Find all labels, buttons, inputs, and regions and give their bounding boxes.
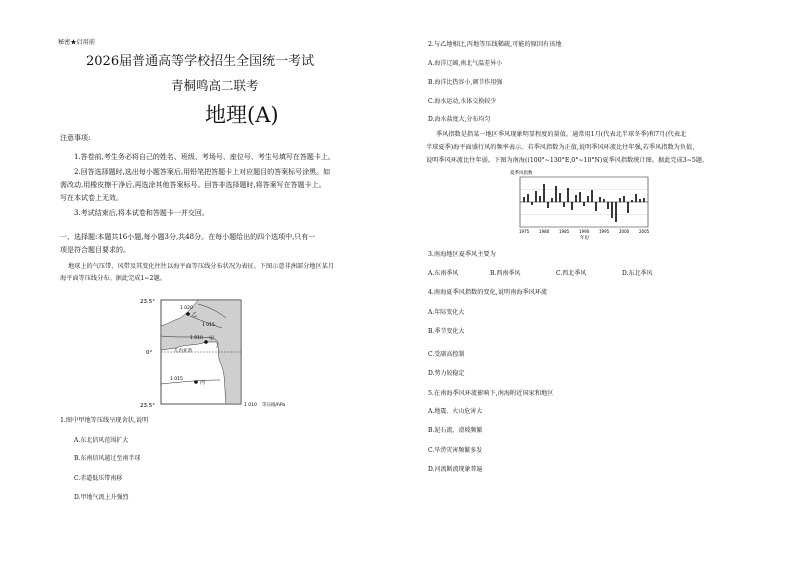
notice-heading: 注意事项: xyxy=(60,134,91,142)
point-yi xyxy=(186,312,190,316)
notice-item-2: 2.回答选择题时,选出每小题答案后,用铅笔把答题卡上对应题目的答案标号涂黑。如 xyxy=(74,168,331,176)
lat-bottom-label: 23.5° xyxy=(140,403,155,409)
legend-text: 等压线/hPa xyxy=(262,403,286,408)
iso-label-mid: 1 015 xyxy=(202,323,215,328)
q4-option-d[interactable]: D.势力较稳定 xyxy=(428,370,465,377)
point-jia xyxy=(204,340,208,344)
chart-bar xyxy=(567,188,569,202)
monsoon-index-chart xyxy=(510,168,656,240)
q3-option-c[interactable]: C.西北季风 xyxy=(556,270,587,277)
chart-bar xyxy=(619,198,621,202)
passage-intro: 地球上的气压带、风带及其变化往往以海平面等压线分布状况为表征。下图示意非洲部分地区某月 xyxy=(68,263,335,270)
chart-bar xyxy=(611,202,613,218)
notice-item-2-cont2: 写在本试卷上无效。 xyxy=(60,194,123,202)
chart-x-tick-label: 1995 xyxy=(599,229,610,234)
chart-bar xyxy=(527,194,529,202)
chart-bar xyxy=(627,202,629,213)
chart-bar xyxy=(551,198,553,202)
chart-bar xyxy=(599,197,601,202)
q5-option-a[interactable]: A.地震、火山危害大 xyxy=(428,408,483,415)
chart-x-tick-label: 1985 xyxy=(559,229,570,234)
isobar-map xyxy=(140,296,300,414)
chart-bar xyxy=(603,199,605,202)
q5-option-b[interactable]: B.泥石流、滑坡频繁 xyxy=(428,427,483,434)
q1-stem: 1.图中甲地等压线呈现舍状,说明 xyxy=(60,417,149,424)
chart-bar xyxy=(583,202,585,206)
chart-bar xyxy=(543,184,545,202)
chart-bar xyxy=(571,202,573,210)
iso-label-low: 1 015 xyxy=(170,377,183,382)
q2-option-a[interactable]: A.海洋辽阔,南北气温差异小 xyxy=(428,60,503,67)
chart-bars xyxy=(523,184,645,222)
chart-ylabel: 夏季风指数 xyxy=(510,171,533,176)
notice-item-1: 1.答卷前,考生务必将自己的姓名、班级、考场号、座位号、考生号填写在答题卡上。 xyxy=(74,153,335,161)
passage2-l3: 说明季风环流比往年弱。下图为南海((100°~130°E,0°~10°N)夏季风指数统计图。据此完成3~5题。 xyxy=(426,157,709,164)
chart-bar xyxy=(523,197,525,202)
chart-x-ticks xyxy=(519,229,650,234)
chart-xlabel: 年份 xyxy=(580,236,589,240)
chart-bar xyxy=(643,198,645,202)
q4-option-b[interactable]: B.季节变化大 xyxy=(428,328,465,335)
chart-bar xyxy=(535,191,537,202)
chart-bar xyxy=(547,202,549,208)
chart-bar xyxy=(607,202,609,209)
q1-option-b[interactable]: B.东南信风越过至南半球 xyxy=(74,455,141,462)
notice-item-2-cont: 需改动,用橡皮擦干净后,再选涂其他答案标号。回答非选择题时,将答案写在答题卡上。 xyxy=(60,181,326,189)
chart-bar xyxy=(539,196,541,202)
chart-bar xyxy=(623,196,625,202)
chart-x-tick-label: 1990 xyxy=(579,229,590,234)
label-yi: 乙 xyxy=(192,312,198,318)
chart-bar xyxy=(595,202,597,211)
secret-label: 秘密★启用前 xyxy=(58,39,96,46)
chart-bar xyxy=(559,193,561,202)
chart-bar xyxy=(531,202,533,205)
subject-title: 地理(A) xyxy=(205,103,279,127)
exam-subtitle: 青桐鸣高二联考 xyxy=(171,78,259,93)
q5-stem: 5.在南海季风环流影响下,南海附近国家和地区 xyxy=(428,390,554,397)
chart-x-tick-label: 1980 xyxy=(539,229,550,234)
q2-option-d[interactable]: D.海水盐度大,分布均匀 xyxy=(428,116,491,123)
q3-option-b[interactable]: B.西南季风 xyxy=(490,270,521,277)
legend-value: 1 010 xyxy=(244,403,257,408)
q5-option-d[interactable]: D.河流断流现象普遍 xyxy=(428,466,483,473)
label-gulf-guinea: 几内亚湾 xyxy=(174,349,192,354)
chart-bar xyxy=(587,196,589,202)
q2-option-b[interactable]: B.海洋比热容小,调节作用强 xyxy=(428,79,503,86)
label-bing: 丙 xyxy=(200,380,206,386)
passage-intro-cont: 海平面等压线分布。据此完成1~2题。 xyxy=(60,275,166,282)
chart-x-tick-label: 2005 xyxy=(639,229,650,234)
chart-x-tick-label: 2000 xyxy=(619,229,630,234)
chart-bar xyxy=(563,202,565,207)
lat-top-label: 23.5° xyxy=(140,299,155,305)
q5-option-c[interactable]: C.旱涝灾害频繁多发 xyxy=(428,447,483,454)
q1-option-c[interactable]: C.赤道低压带南移 xyxy=(74,475,123,482)
q1-option-d[interactable]: D.甲地气流上升强烈 xyxy=(74,494,129,501)
q4-option-a[interactable]: A.年际变化大 xyxy=(428,309,465,316)
chart-bar xyxy=(555,186,557,202)
passage2-l2: 半球夏季)海平面盛行风的频率表示。若季风指数为正值,说明季风环流比往年强,若季风指数为负值, xyxy=(426,144,695,151)
chart-bar xyxy=(631,200,633,202)
chart-bar xyxy=(639,199,641,202)
q3-option-d[interactable]: D.东北季风 xyxy=(622,270,653,277)
q2-stem: 2.与乙地相比,丙地等压线稀疏,可能的原因有该地 xyxy=(428,41,562,48)
q4-option-c[interactable]: C.受副高控制 xyxy=(428,351,465,358)
label-jia: 甲 xyxy=(209,336,215,342)
q3-stem: 3.南海地区夏季风主要为 xyxy=(428,251,496,258)
notice-item-3: 3.考试结束后,将本试卷和答题卡一并交回。 xyxy=(74,209,209,217)
iso-label-jia: 1 010 xyxy=(190,336,203,341)
exam-title: 2026届普通高等学校招生全国统一考试 xyxy=(86,54,315,69)
passage2-l1: 季风指数是指某一地区季风现象明显程度的量值。通常用1月(代表北半球冬季)和7月(代表北 xyxy=(436,131,687,138)
chart-bar xyxy=(635,194,637,202)
chart-bar xyxy=(591,190,593,202)
section-heading: 一、选择题:本题共16小题,每小题3分,共48分。在每小题给出的四个选项中,只有一 xyxy=(60,233,316,241)
point-bing xyxy=(194,380,198,384)
lat-equator-label: 0° xyxy=(146,350,153,356)
chart-bar xyxy=(615,202,617,222)
chart-bar xyxy=(579,192,581,202)
chart-bar xyxy=(575,195,577,202)
iso-label-top: 1 020 xyxy=(180,306,193,311)
chart-x-tick-label: 1975 xyxy=(519,229,530,234)
q1-option-a[interactable]: A.东北信风范围扩大 xyxy=(74,437,129,444)
q4-stem: 4.南海夏季风指数的变化,说明南海季风环流 xyxy=(428,289,548,296)
q3-option-a[interactable]: A.东南季风 xyxy=(428,270,459,277)
q2-option-c[interactable]: C.海水运动,水体交换较少 xyxy=(428,98,497,105)
section-heading-cont: 项是符合题目要求的。 xyxy=(60,246,130,254)
